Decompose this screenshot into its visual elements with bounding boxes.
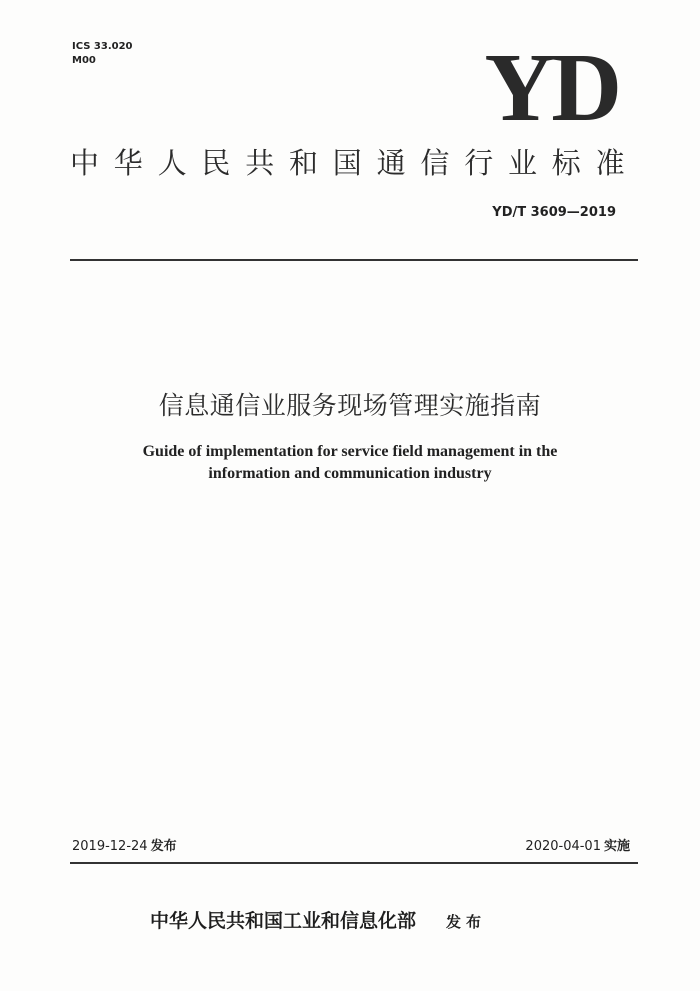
publish-date-block [72,838,177,856]
standard-category-title: 中华人民共和国通信行业标准 [70,146,640,180]
yd-logo: YD [484,34,618,142]
top-divider [70,259,638,261]
publish-label: 发布 [150,839,177,854]
class-code: M00 [72,55,96,66]
english-title-line-1: Guide of implementation for service field management in the [142,443,558,460]
implement-date-block [525,838,630,856]
document-title-chinese: 信息通信业服务现场管理实施指南 [158,391,542,420]
bottom-divider [70,862,638,864]
publish-date: 2019-12-24 [72,839,148,854]
issuer-name: 中华人民共和国工业和信息化部 [150,910,417,932]
standard-number: YD/T 3609—2019 [492,205,616,220]
document-title-english [0,441,700,485]
ics-code: ICS 33.020 [72,41,133,52]
issue-label: 发布 [446,913,487,931]
issuing-authority [150,908,486,935]
implement-label: 实施 [603,839,630,854]
implement-date: 2020-04-01 [525,839,601,854]
classification-codes [72,40,133,68]
english-title-line-2: information and communication industry [208,465,492,482]
